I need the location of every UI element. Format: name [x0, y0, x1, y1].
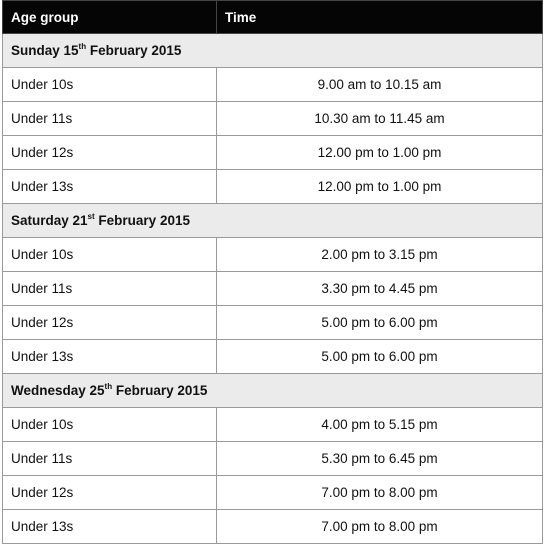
- time-cell: 2.00 pm to 3.15 pm: [217, 238, 543, 272]
- age-cell: Under 11s: [3, 102, 217, 136]
- table-row: [3, 476, 543, 510]
- age-cell: Under 11s: [3, 442, 217, 476]
- group-day: Sunday 15: [11, 43, 79, 58]
- table-row: [3, 102, 543, 136]
- group-month-year: February 2015: [112, 383, 208, 398]
- age-cell: Under 10s: [3, 238, 217, 272]
- table-row: [3, 408, 543, 442]
- header-age-group: Age group: [3, 1, 217, 34]
- age-cell: Under 12s: [3, 136, 217, 170]
- table-row: [3, 442, 543, 476]
- group-heading: [3, 374, 543, 408]
- age-cell: Under 12s: [3, 476, 217, 510]
- table-row: [3, 136, 543, 170]
- header-time: Time: [217, 1, 543, 34]
- time-cell: 3.30 pm to 4.45 pm: [217, 272, 543, 306]
- time-cell: 5.00 pm to 6.00 pm: [217, 306, 543, 340]
- table-row: [3, 510, 543, 544]
- age-cell: Under 13s: [3, 340, 217, 374]
- header-row: [3, 1, 543, 34]
- group-day-suffix: th: [104, 381, 113, 391]
- group-heading-row: [3, 34, 543, 68]
- time-cell: 12.00 pm to 1.00 pm: [217, 136, 543, 170]
- time-cell: 10.30 am to 11.45 am: [217, 102, 543, 136]
- age-cell: Under 11s: [3, 272, 217, 306]
- group-heading: [3, 34, 543, 68]
- group-heading-row: [3, 204, 543, 238]
- age-cell: Under 13s: [3, 510, 217, 544]
- schedule-table: [2, 0, 543, 544]
- group-day: Wednesday 25: [11, 383, 105, 398]
- group-day-suffix: th: [78, 41, 87, 51]
- group-day-suffix: st: [87, 211, 95, 221]
- table-row: [3, 306, 543, 340]
- time-cell: 4.00 pm to 5.15 pm: [217, 408, 543, 442]
- time-cell: 7.00 pm to 8.00 pm: [217, 510, 543, 544]
- group-month-year: February 2015: [86, 43, 182, 58]
- time-cell: 7.00 pm to 8.00 pm: [217, 476, 543, 510]
- group-month-year: February 2015: [94, 213, 190, 228]
- time-cell: 9.00 am to 10.15 am: [217, 68, 543, 102]
- group-heading-row: [3, 374, 543, 408]
- time-cell: 5.30 pm to 6.45 pm: [217, 442, 543, 476]
- age-cell: Under 12s: [3, 306, 217, 340]
- group-heading: [3, 204, 543, 238]
- time-cell: 5.00 pm to 6.00 pm: [217, 340, 543, 374]
- age-cell: Under 10s: [3, 408, 217, 442]
- table-row: [3, 238, 543, 272]
- table-row: [3, 340, 543, 374]
- table-row: [3, 68, 543, 102]
- table-row: [3, 170, 543, 204]
- group-day: Saturday 21: [11, 213, 88, 228]
- age-cell: Under 13s: [3, 170, 217, 204]
- age-cell: Under 10s: [3, 68, 217, 102]
- table-row: [3, 272, 543, 306]
- time-cell: 12.00 pm to 1.00 pm: [217, 170, 543, 204]
